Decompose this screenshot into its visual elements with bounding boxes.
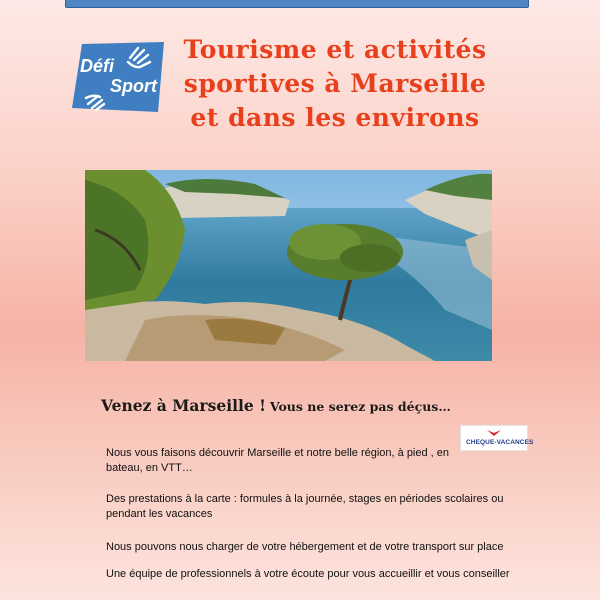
paragraph-team: Une équipe de professionnels à votre écoute pour vous accueillir et vous conseiller: [106, 568, 510, 580]
logo-text-defi: Défi: [80, 56, 115, 76]
logo-text-sport: Sport: [110, 76, 157, 96]
title-line-2: sportives à Marseille: [183, 69, 487, 98]
heading-main: Venez à Marseille !: [101, 396, 266, 415]
welcome-heading: [101, 396, 451, 415]
title-line-1: Tourisme et activités: [183, 35, 487, 64]
top-banner: [65, 0, 529, 8]
page-title: [150, 33, 520, 135]
title-line-3: et dans les environs: [190, 103, 480, 132]
heading-sub: Vous ne serez pas déçus…: [269, 399, 451, 414]
calanque-photo: [85, 170, 492, 361]
cheque-vacances-label: CHEQUE-VACANCES: [466, 439, 534, 446]
paragraph-discover: Nous vous faisons découvrir Marseille et notre belle région, à pied , en bateau, en VTT…: [106, 447, 450, 474]
paragraph-accommodation: Nous pouvons nous charger de votre hébergement et de votre transport sur place: [106, 541, 504, 553]
paragraph-services: Des prestations à la carte : formules à la journée, stages en périodes scolaires ou pendant les vacances: [106, 493, 504, 520]
